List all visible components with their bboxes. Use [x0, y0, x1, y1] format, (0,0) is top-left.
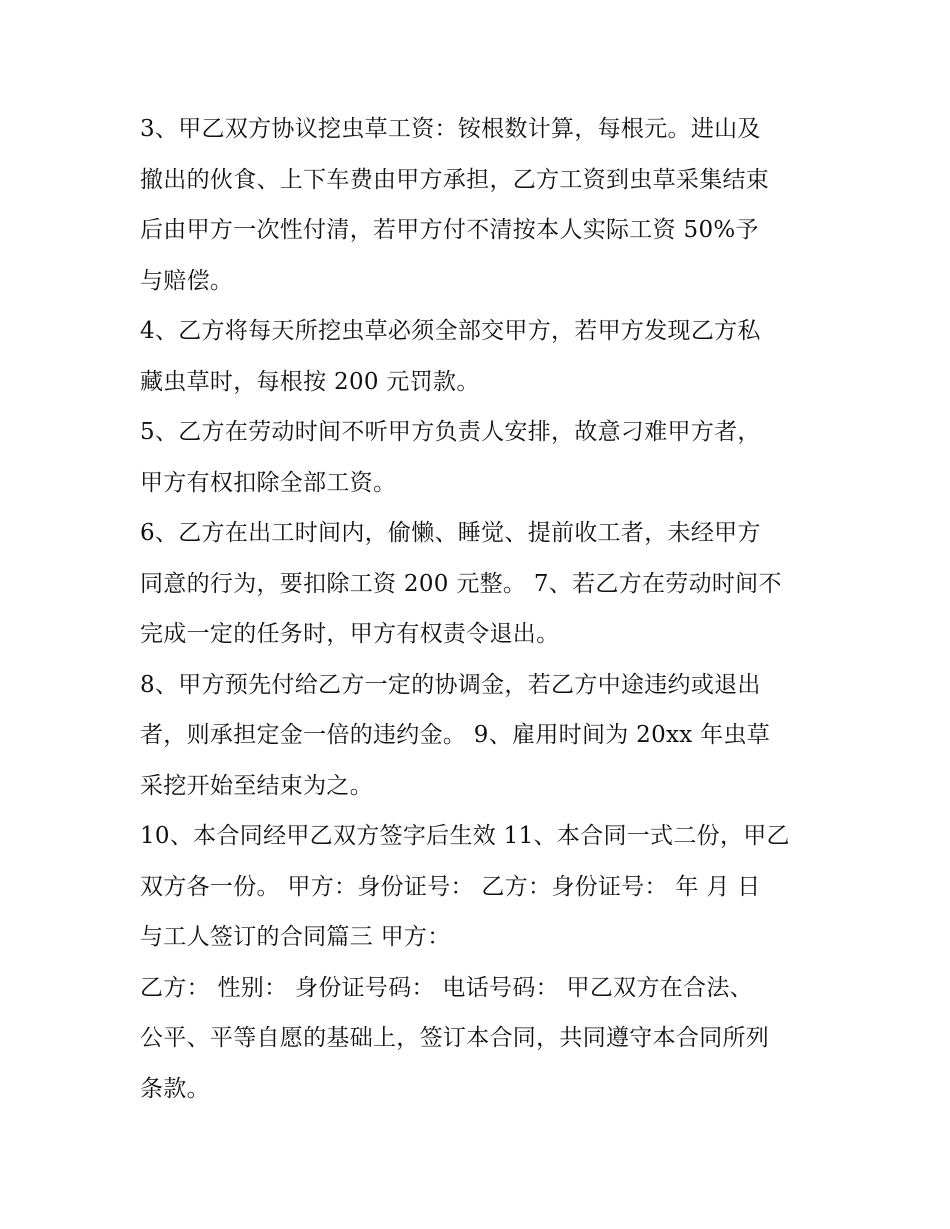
text-line: 10、本合同经甲乙双方签字后生效 11、本合同一式二份，甲乙 — [140, 823, 790, 849]
text-line: 4、乙方将每天所挖虫草必须全部交甲方，若甲方发现乙方私 — [140, 318, 761, 344]
text-line: 3、甲乙双方协议挖虫草工资：铵根数计算，每根元。进山及 — [140, 116, 761, 142]
text-line: 与工人签订的合同篇三 甲方： — [140, 924, 451, 950]
text-line: 甲方有权扣除全部工资。 — [140, 469, 397, 496]
text-line: 同意的行为，要扣除工资 200 元整。 7、若乙方在劳动时间不 — [140, 570, 782, 597]
text-line: 与赔偿。 — [140, 267, 234, 294]
text-line: 5、乙方在劳动时间不听甲方负责人安排，故意刁难甲方者， — [140, 419, 761, 445]
text-line: 者，则承担定金一倍的违约金。 9、雇用时间为 20xx 年虫草 — [140, 722, 771, 748]
text-line: 藏虫草时，每根按 200 元罚款。 — [140, 368, 480, 395]
document-body — [140, 104, 820, 1114]
text-line: 撤出的伙食、上下车费由甲方承担，乙方工资到虫草采集结束 — [140, 166, 770, 193]
text-line: 公平、平等自愿的基础上，签订本合同，共同遵守本合同所列 — [140, 1025, 770, 1051]
text-line: 完成一定的任务时，甲方有权责令退出。 — [140, 621, 560, 647]
text-line: 条款。 — [140, 1075, 210, 1102]
text-line: 乙方： 性别： 身份证号码： 电话号码： 甲乙双方在合法、 — [140, 974, 753, 1001]
text-line: 后由甲方一次性付清，若甲方付不清按本人实际工资 50%予 — [140, 217, 759, 243]
text-line: 双方各一份。 甲方：身份证号： 乙方：身份证号： 年 月 日 — [140, 873, 761, 900]
text-line: 8、甲方预先付给乙方一定的协调金，若乙方中途违约或退出 — [140, 671, 761, 698]
text-line: 6、乙方在出工时间内，偷懒、睡觉、提前收工者，未经甲方 — [140, 520, 761, 546]
text-line: 采挖开始至结束为之。 — [140, 772, 373, 799]
